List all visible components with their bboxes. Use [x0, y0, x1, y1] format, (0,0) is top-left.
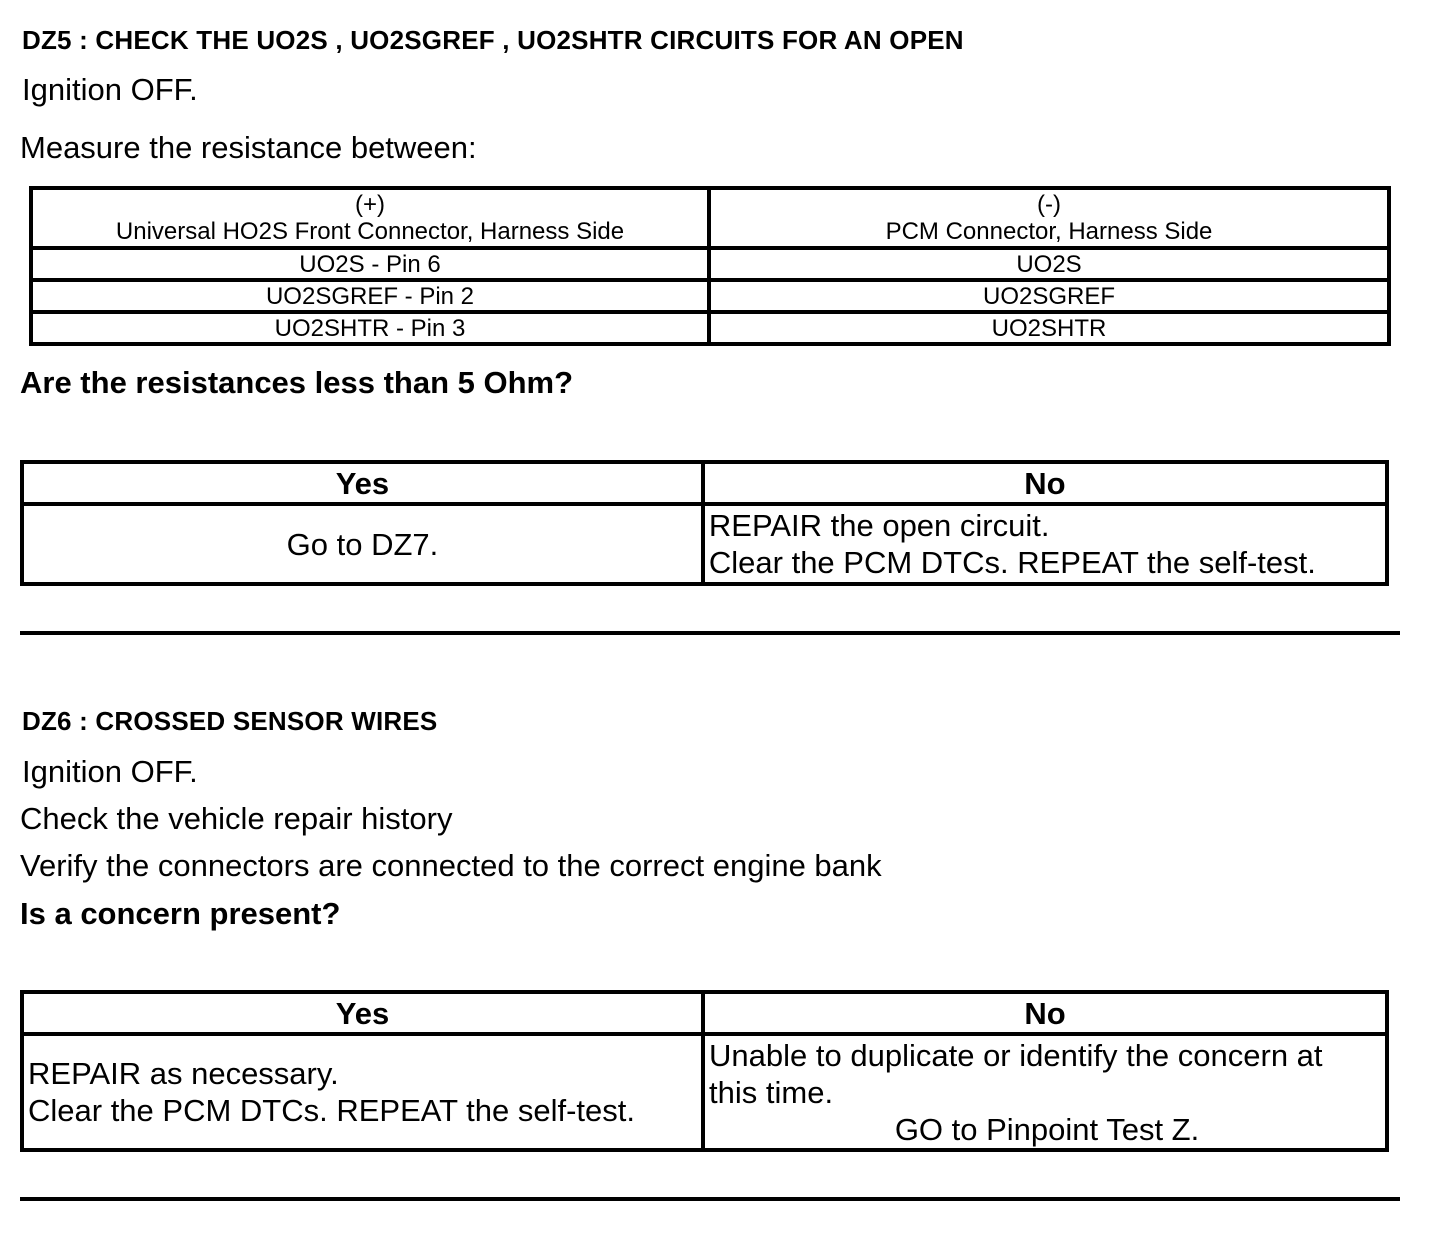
no-action-line: Clear the PCM DTCs. REPEAT the self-test. — [708, 545, 1316, 580]
dz5-step-ignition: Ignition OFF. — [22, 72, 198, 107]
plus-column-header — [31, 188, 709, 248]
dz5-decision-table — [20, 460, 1389, 586]
decision-header-row — [22, 992, 1387, 1034]
plus-column-label: Universal HO2S Front Connector, Harness Side — [115, 218, 625, 245]
dz6-step-verify: Verify the connectors are connected to the correct engine bank — [20, 848, 882, 883]
table-row — [31, 312, 1389, 344]
no-action-line: Unable to duplicate or identify the concern at — [709, 1037, 1323, 1073]
yes-action-line: Clear the PCM DTCs. REPEAT the self-test. — [28, 1093, 635, 1128]
plus-sign: (+) — [355, 191, 385, 218]
plus-cell: UO2SHTR - Pin 3 — [31, 312, 709, 344]
minus-cell: UO2SGREF — [709, 280, 1389, 312]
yes-action-line: REPAIR as necessary. — [28, 1056, 339, 1091]
yes-header: Yes — [22, 992, 703, 1034]
decision-row — [22, 504, 1387, 584]
dz6-decision-table — [20, 990, 1389, 1152]
plus-cell: UO2S - Pin 6 — [31, 248, 709, 280]
no-header: No — [703, 462, 1387, 504]
yes-action — [22, 1034, 703, 1150]
dz5-question: Are the resistances less than 5 Ohm? — [20, 365, 574, 400]
dz5-step-measure: Measure the resistance between: — [20, 130, 477, 165]
dz5-heading: DZ5 : CHECK THE UO2S , UO2SGREF , UO2SHTR CIRCUITS FOR AN OPEN — [22, 25, 964, 55]
minus-cell: UO2S — [709, 248, 1389, 280]
plus-cell: UO2SGREF - Pin 2 — [31, 280, 709, 312]
no-action-line: REPAIR the open circuit. — [708, 508, 1050, 543]
table-row — [31, 280, 1389, 312]
yes-action: Go to DZ7. — [22, 504, 703, 584]
resistance-measurement-table — [29, 186, 1391, 346]
no-action-line: this time. — [709, 1074, 834, 1110]
dz6-step-history: Check the vehicle repair history — [20, 801, 453, 836]
minus-sign: (-) — [1037, 191, 1061, 218]
dz6-step-ignition: Ignition OFF. — [22, 754, 198, 789]
section-divider — [20, 631, 1400, 635]
minus-column-label: PCM Connector, Harness Side — [885, 218, 1213, 245]
section-divider — [20, 1197, 1400, 1201]
table-row — [31, 248, 1389, 280]
minus-column-header — [709, 188, 1389, 248]
no-action-goto: GO to Pinpoint Test Z. — [894, 1111, 1200, 1147]
no-header: No — [703, 992, 1387, 1034]
no-action — [703, 1034, 1387, 1150]
yes-header: Yes — [22, 462, 703, 504]
dz6-question: Is a concern present? — [20, 896, 341, 931]
decision-row — [22, 1034, 1387, 1150]
minus-cell: UO2SHTR — [709, 312, 1389, 344]
no-action — [703, 504, 1387, 584]
table-header-row — [31, 188, 1389, 248]
dz6-heading: DZ6 : CROSSED SENSOR WIRES — [22, 706, 438, 736]
decision-header-row — [22, 462, 1387, 504]
